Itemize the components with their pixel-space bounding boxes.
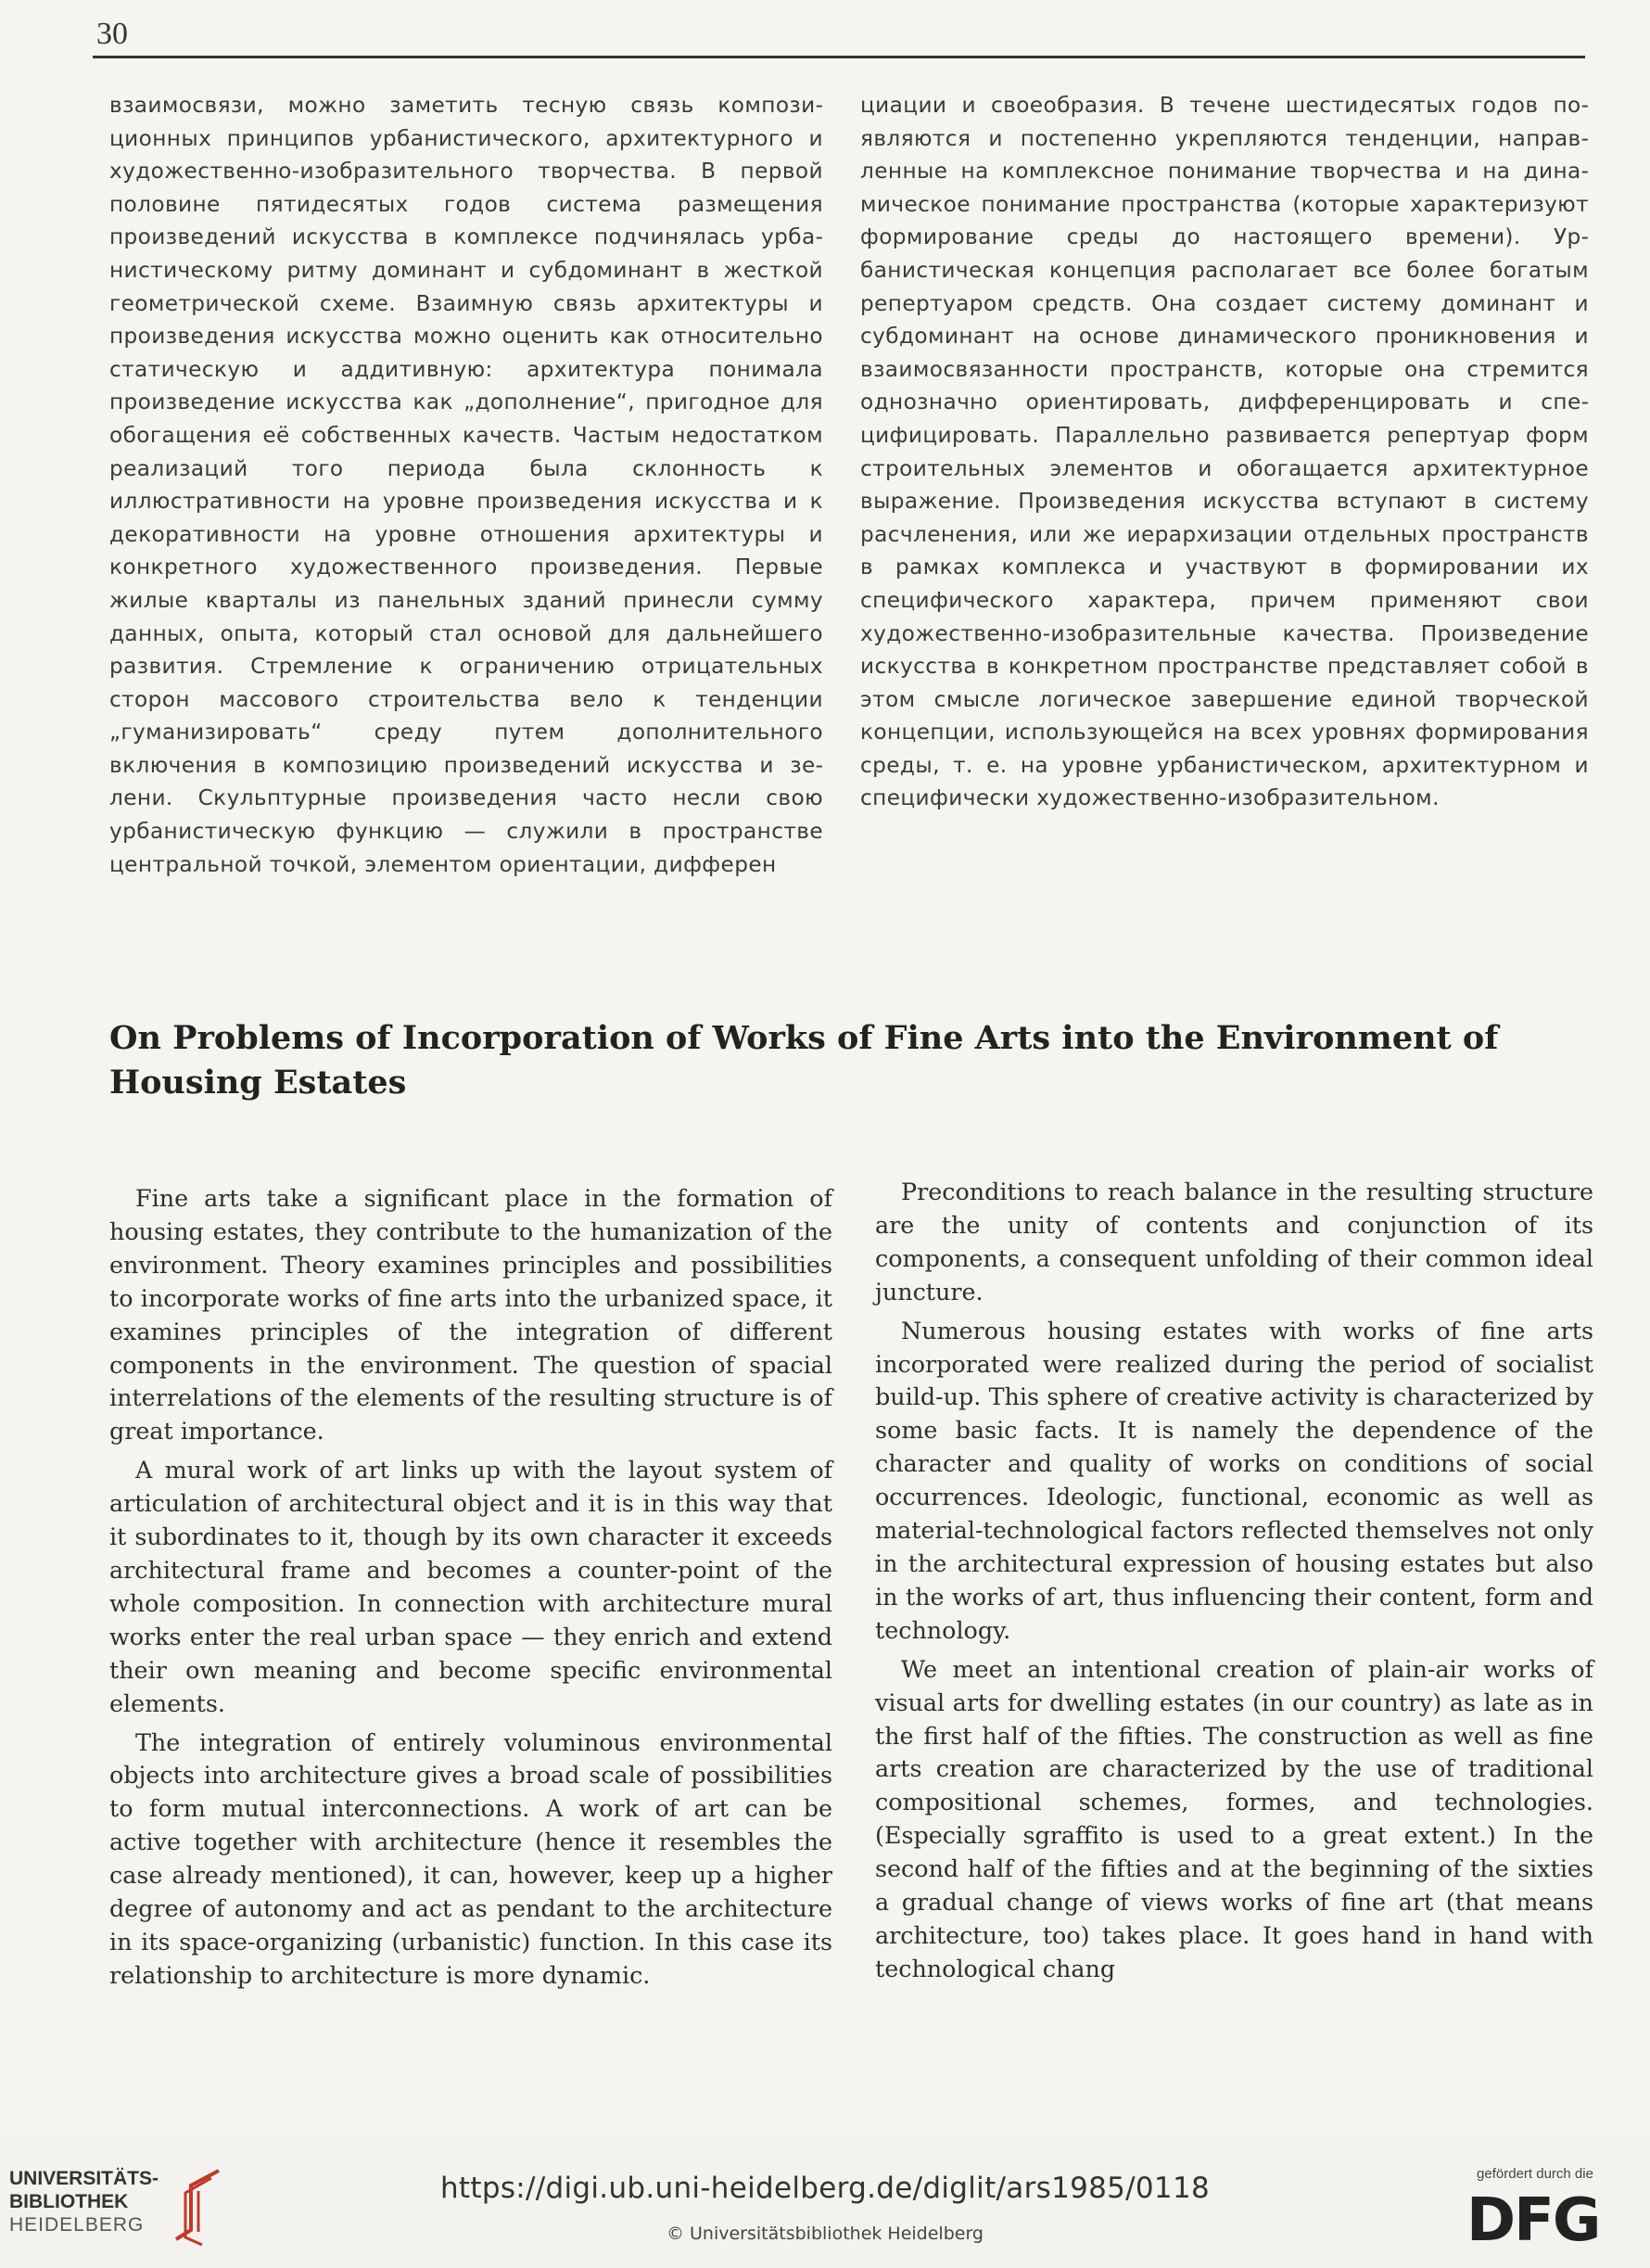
russian-column-left [109,89,823,881]
digital-library-link[interactable]: https://digi.ub.uni-heidelberg.de/diglit/ars1985/0118 [439,2172,1210,2205]
header-rule [93,56,1585,58]
russian-paragraph: взаимосвязи, можно заметить тесную связь композиционных принципов урбанистического, архитектурного и художественно-изобразительного творчества. В первой половине пятидесятых годов система размещения произведений искусства в комплексе подчинялась урбанистическому ритму доминант и субдоминант в жесткой геометрической схеме. Взаимную связь архитектуры и произведения искусства можно оценить как относительно статическую и аддитивную: архитектура понимала произведение искусства как „дополнение“, пригодное для обогащения её собственных качеств. Частым недостатком реализаций того периода была склонность к иллюстративности на уровне произведения искусства и к декоративности на уровне отношения архитектуры и конкретного художественного произведения. Первые жилые кварталы из панельных зданий принесли сумму данных, опыта, который стал основой для дальнейшего развития. Стремление к ограничению отрицательных сторон массового строительства вело к тенденции „гуманизировать“ среду путем дополнительного включения в композицию произведений искусства и зелени. Скульптурные произведения часто несли свою урбанистическую функцию — служили в пространстве центральной точкой, элементом ориентации, дифферен [109,93,823,877]
library-emblem-icon [165,2165,230,2249]
copyright-notice: © Universitätsbibliothek Heidelberg [666,2223,984,2244]
library-logo[interactable] [9,2167,159,2236]
english-paragraph: The integration of entirely voluminous environmental objects into architecture gives a broad scale of possibilities to form mutual interconnections. A work of art can be active together with architecture (hence it resembles the case already mentioned), it can, however, keep up a higher degree of autonomy and act as pendant to the architecture in its space-organizing (urbanistic) function. In this case its relationship to architecture is more dynamic. [109,1727,832,1989]
english-column-left [109,1182,832,1998]
article-title: On Problems of Incorporation of Works of Fine Arts into the Environment of Housing Estates [109,1019,1499,1102]
funding-caption: gefördert durch die [1477,2166,1593,2182]
library-name-line: BIBLIOTHEK [9,2191,129,2212]
english-column-right [875,1176,1593,1992]
english-paragraph: Numerous housing estates with works of fine arts incorporated were realized during the period of socialist build-up. This sphere of creative activity is characterized by some basic facts. It is namely the dependence of the character and quality of works on conditions of social occurrences. Ideologic, functional, economic as well as material-technological factors reflected themselves not only in the architectural expression of housing estates but also in the works of art, thus influencing their content, form and technology. [875,1316,1593,1644]
library-name-line: HEIDELBERG [9,2214,145,2236]
english-paragraph: Fine arts take a significant place in the formation of housing estates, they contribute to the humanization of the environment. Theory examines principles and possibilities to incorporate works of fine arts into the urbanized space, it examines principles of the integration of different components in the environment. The question of spacial interrelations of the elements of the resulting structure is of great importance. [109,1184,832,1446]
dfg-logo[interactable]: DFG [1466,2186,1600,2255]
english-paragraph: A mural work of art links up with the layout system of articulation of architectural object and it is in this way that it subordinates to it, though by its own character it exceeds architectural frame and becomes a counter-point of the whole composition. In connection with architecture mural works enter the real urban space — they enrich and extend their own meaning and become specific environmental elements. [109,1456,832,1717]
library-name-line: UNIVERSITÄTS- [9,2168,159,2189]
english-paragraph: Preconditions to reach balance in the resulting structure are the unity of contents and conjunction of its components, a consequent unfolding of their common ideal juncture. [875,1178,1593,1306]
russian-column-right [860,89,1589,815]
russian-paragraph: циации и своеобразия. В течене шестидесятых годов появляются и постепенно укрепляются тенденции, направленные на комплексное понимание творчества и на динамическое понимание пространства (которые характеризуют формирование среды до настоящего времени). Урбанистическая концепция располагает все более богатым репертуаром средств. Она создает систему доминант и субдоминант на основе динамического проникновения и взаимосвязанности пространств, которые она стремится однозначно ориентировать, дифференцировать и специфицировать. Параллельно развивается репертуар форм строительных элементов и обогащается архитектурное выражение. Произведения искусства вступают в систему расчленения, или же иерархизации отдельных пространств в рамках комплекса и участвуют в формировании их специфического характера, причем применяют свои художественно-изобразительные качества. Произведение искусства в конкретном пространстве представляет собой в этом смысле логическое завершение единой творческой концепции, использующейся на всех уровнях формирования среды, т. е. на уровне урбанистическом, архитектурном и специфически художественно-изобразительном. [860,93,1589,811]
english-paragraph: We meet an intentional creation of plain-air works of visual arts for dwelling estates (in our country) as late as in the first half of the fifties. The construction as well as fine arts creation are characterized by the use of traditional compositional schemes, formes, and technologies. (Especially sgraffito is used to a great extent.) In the second half of the fifties and at the beginning of the sixties a gradual change of views works of fine art (that means architecture, too) takes place. It goes hand in hand with technological chang [875,1654,1593,1982]
page-number: 30 [96,17,128,51]
